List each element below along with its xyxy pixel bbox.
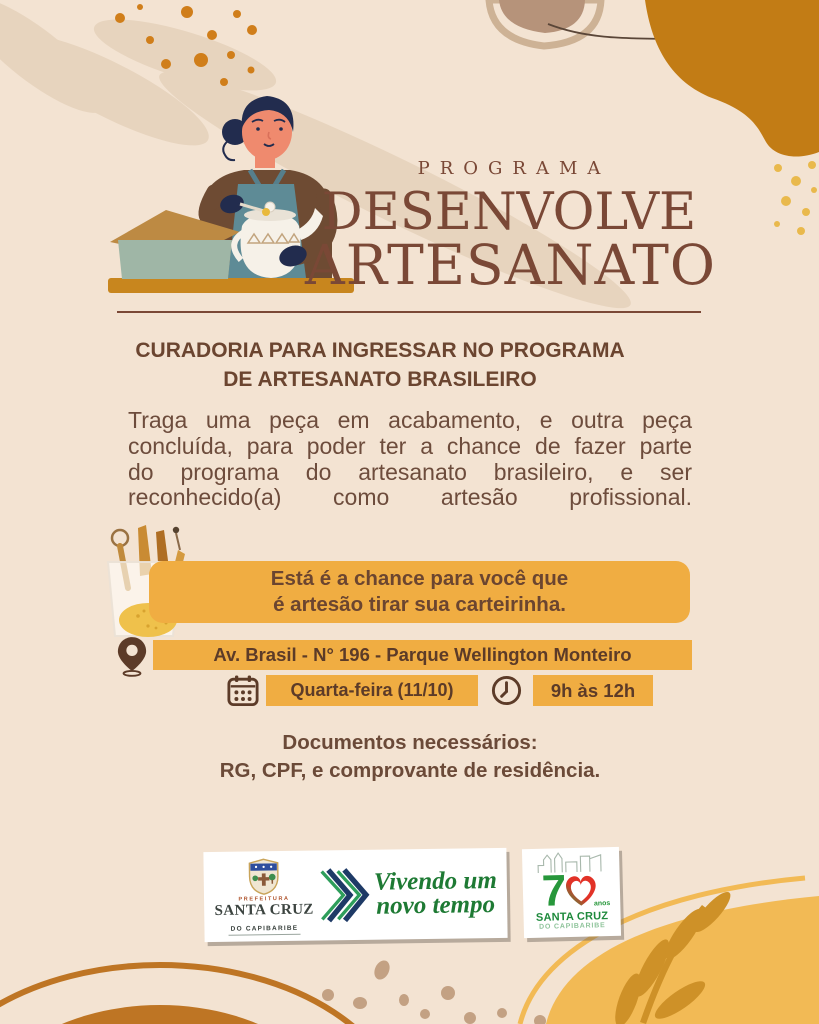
clock-icon (490, 674, 523, 707)
curation-heading (95, 337, 665, 394)
curation-heading-line2: DE ARTESANATO BRASILEIRO (223, 367, 537, 391)
blob-decoration-top-right (645, 0, 819, 157)
highlight-line1: Está é a chance para você que (270, 566, 569, 590)
prefeitura-label: PREFEITURA (238, 895, 290, 903)
event-time: 9h às 12h (533, 675, 653, 706)
program-header (305, 158, 717, 297)
blob-decoration-bottom-left (0, 965, 405, 1024)
anniversary-city: SANTA CRUZ (535, 910, 609, 924)
program-kicker: PROGRAMA (417, 158, 611, 179)
anos-label: anos (593, 900, 611, 908)
blob-decoration-top-center (489, 0, 601, 46)
program-title-line2: ARTESANATO (305, 233, 717, 297)
seventy-mark (522, 866, 620, 916)
documents-title: Documentos necessários: (282, 731, 538, 754)
header-divider (117, 311, 701, 313)
curation-heading-line1: CURADORIA PARA INGRESSAR NO PROGRAMA (135, 339, 625, 362)
anniversary-logo (522, 847, 621, 938)
body-line: do programa do artesanato brasileiro, e ser (128, 458, 692, 485)
body-line: concluída, para poder ter a chance de fazer parte (128, 432, 692, 459)
dots-decoration-right (774, 161, 817, 235)
body-line: reconhecido(a) como artesão profissional. (128, 484, 692, 511)
event-date: Quarta-feira (11/10) (266, 675, 478, 706)
location-pin-icon (116, 634, 148, 678)
documents-list: RG, CPF, e comprovante de residência. (219, 758, 601, 782)
prefeitura-crest-block (209, 856, 318, 936)
slogan-line2: novo tempo (376, 891, 496, 920)
chevron-arrows-icon (317, 855, 370, 936)
calendar-icon (227, 674, 259, 707)
highlight-line2: é artesão tirar sua carteirinha. (273, 593, 566, 616)
coat-of-arms-icon (246, 857, 281, 895)
slogan-block (370, 868, 502, 919)
dots-decoration-bottom (322, 958, 546, 1024)
prefeitura-city-sub: DO CAPIBARIBE (229, 925, 301, 936)
anniversary-city-sub: DO CAPIBARIBE (539, 922, 606, 931)
slogan-line1: Vivendo um (373, 866, 497, 896)
curation-body (128, 408, 692, 511)
body-line: Traga uma peça em acabamento, e outra peça (128, 407, 692, 433)
seventy-number: 7 (541, 866, 567, 916)
event-location: Av. Brasil - N° 196 - Parque Wellington Monteiro (153, 640, 692, 670)
documents-section (90, 729, 730, 784)
program-title-line1: DESENVOLVE (321, 183, 697, 242)
prefeitura-logo (203, 848, 507, 942)
prefeitura-city: SANTA CRUZ (214, 901, 314, 919)
highlight-banner (149, 561, 690, 623)
